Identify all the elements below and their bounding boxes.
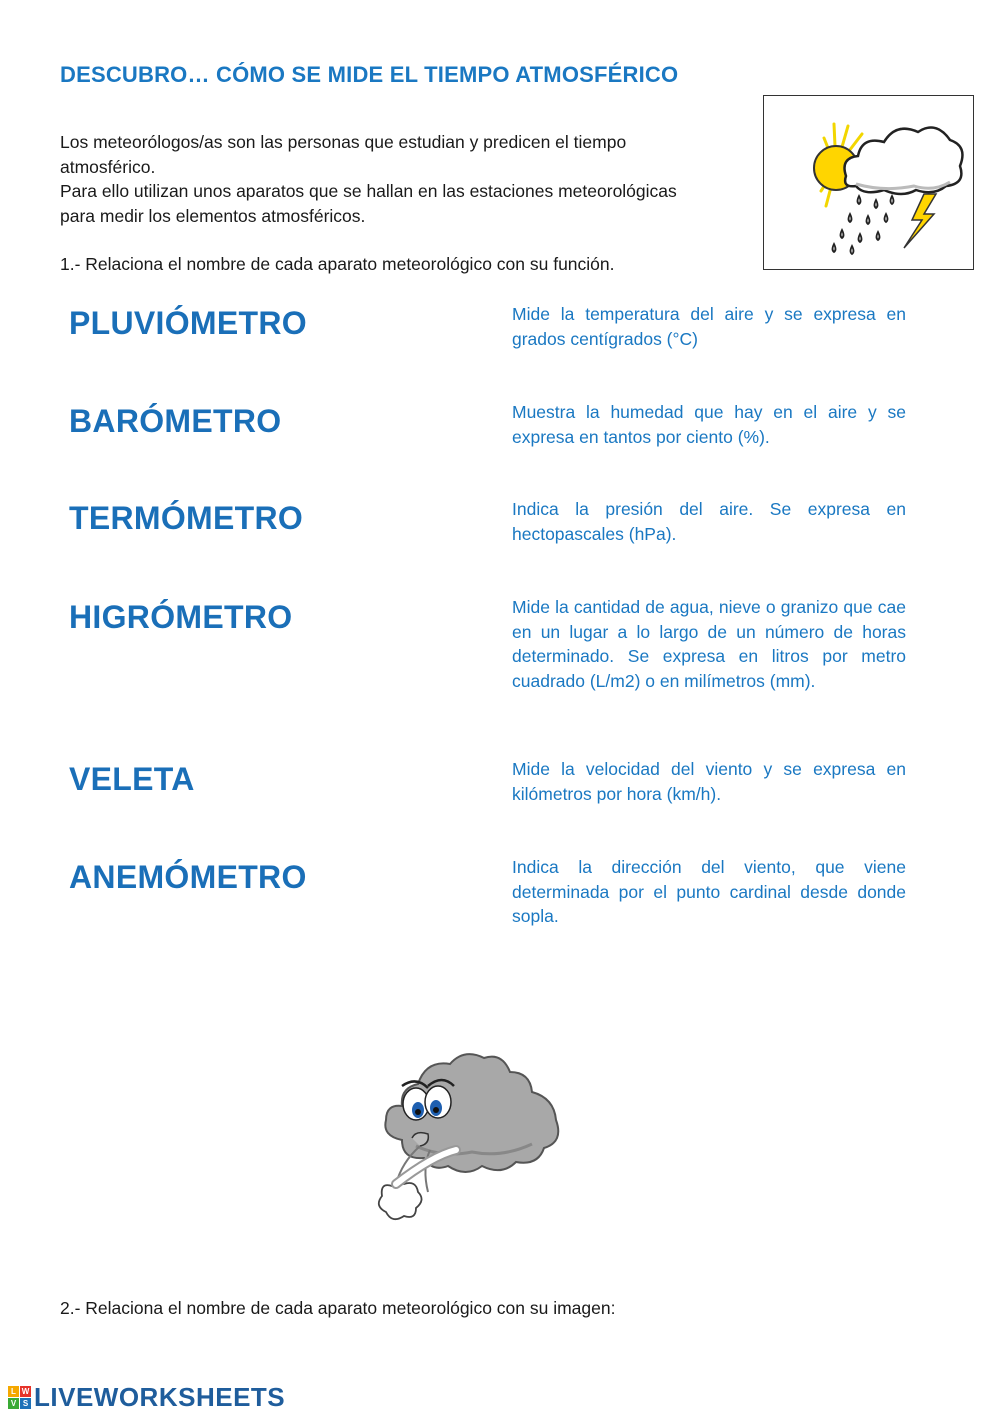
page-title: DESCUBRO… CÓMO SE MIDE EL TIEMPO ATMOSFÉRICO (60, 62, 679, 87)
instrument-name[interactable]: HIGRÓMETRO (69, 599, 293, 635)
function-description[interactable]: Mide la cantidad de agua, nieve o granizo que cae en un lugar a lo largo de un número de horas determinado. Se expresa en litros por metro cuadrado (L/m2) o en milímetros (mm). (512, 597, 906, 691)
instrument-name[interactable]: BARÓMETRO (69, 403, 282, 439)
instrument-name[interactable]: ANEMÓMETRO (69, 859, 307, 895)
function-description[interactable]: Mide la temperatura del aire y se expresa en grados centígrados (°C) (512, 304, 906, 349)
intro-text (60, 130, 700, 228)
liveworksheets-logo[interactable] (8, 1382, 285, 1412)
function-description[interactable]: Indica la dirección del viento, que viene determinada por el punto cardinal desde donde sopla. (512, 857, 906, 926)
function-description[interactable]: Mide la velocidad del viento y se expresa en kilómetros por hora (km/h). (512, 759, 906, 804)
instrument-name[interactable]: VELETA (69, 761, 195, 797)
question-2: 2.- Relaciona el nombre de cada aparato meteorológico con su imagen: (60, 1298, 616, 1318)
weather-image-frame (763, 95, 974, 270)
intro-paragraph-1: Los meteorólogos/as son las personas que estudian y predicen el tiempo atmosférico. (60, 132, 627, 177)
liveworksheets-logo-icon: L W V S (8, 1386, 31, 1409)
wind-blowing-cloud-icon (372, 1046, 564, 1229)
weather-sun-cloud-storm-icon (764, 96, 973, 269)
brand-name: LIVEWORKSHEETS (34, 1381, 286, 1412)
function-description[interactable]: Indica la presión del aire. Se expresa en hectopascales (hPa). (512, 499, 906, 544)
question-1: 1.- Relaciona el nombre de cada aparato meteorológico con su función. (60, 254, 615, 274)
intro-paragraph-2: Para ello utilizan unos aparatos que se hallan en las estaciones meteorológicas para medir los elementos atmosféricos. (60, 181, 677, 226)
instrument-name[interactable]: PLUVIÓMETRO (69, 305, 307, 341)
function-description[interactable]: Muestra la humedad que hay en el aire y se expresa en tantos por ciento (%). (512, 402, 906, 447)
instrument-name[interactable]: TERMÓMETRO (69, 500, 304, 536)
